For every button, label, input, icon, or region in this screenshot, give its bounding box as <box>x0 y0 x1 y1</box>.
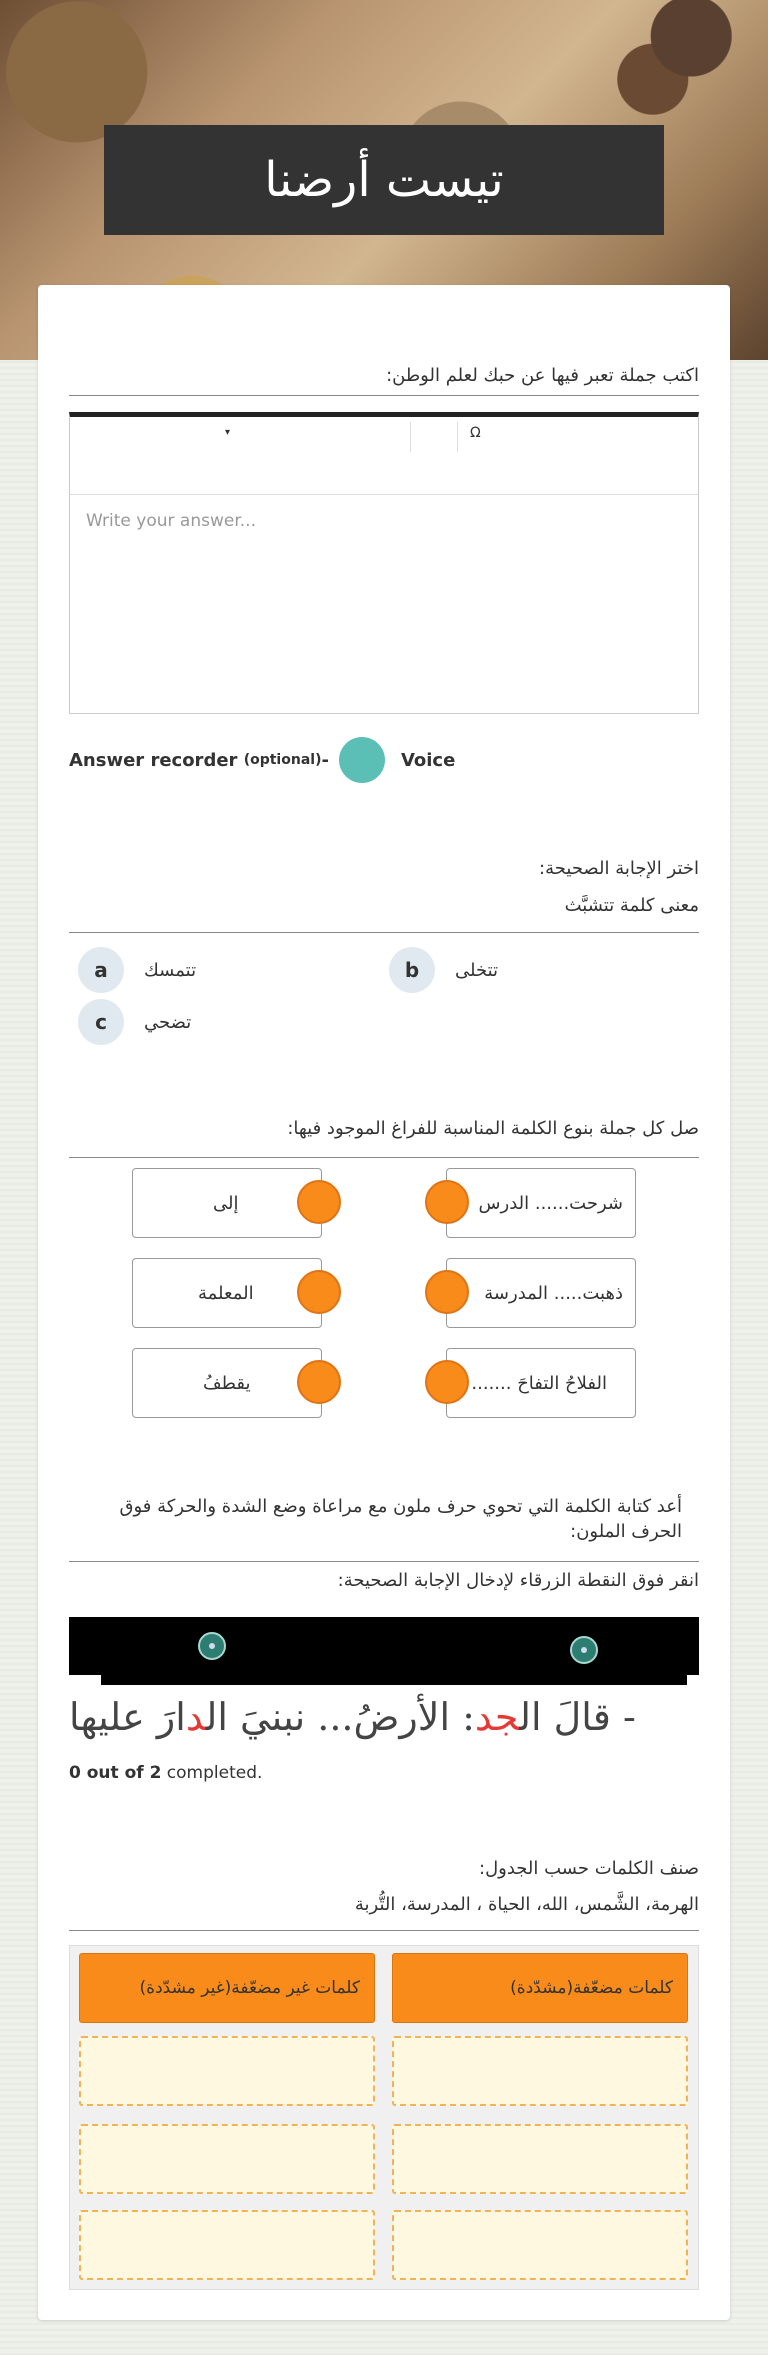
special-character-icon[interactable]: Ω <box>470 425 481 441</box>
option-a-badge: a <box>78 947 124 993</box>
completion-suffix: completed. <box>161 1763 263 1783</box>
option-a[interactable] <box>78 946 196 994</box>
q5-divider <box>69 1930 699 1931</box>
drop-zone[interactable] <box>79 2124 375 2194</box>
title-box <box>104 125 664 235</box>
poem-verse <box>69 1695 709 1739</box>
q3-prompt: صل كل جملة بنوع الكلمة المناسبة للفراغ الموجود فيها: <box>287 1118 699 1139</box>
q4-instruction: انقر فوق النقطة الزرقاء لإدخال الإجابة الصحيحة: <box>337 1570 699 1591</box>
recorder-optional: (optional) <box>243 752 322 768</box>
q2-word: معنى كلمة تتشبَّث <box>564 895 699 916</box>
q4-divider <box>69 1561 699 1562</box>
match-right-item-2[interactable] <box>132 1258 322 1328</box>
answer-textarea[interactable]: Write your answer... <box>86 511 256 531</box>
recorder-dash: - <box>321 749 329 771</box>
match-right-label: يقطفُ <box>203 1372 251 1394</box>
verse-colored-letter: جد <box>474 1695 520 1739</box>
toolbar-separator <box>410 422 411 452</box>
editor-toolbar <box>70 417 698 495</box>
format-dropdown-icon[interactable]: ▾ <box>225 427 231 438</box>
column-header-stressed: كلمات مضعّفة(مشدّدة) <box>392 1953 688 2023</box>
match-right-item-1[interactable] <box>132 1168 322 1238</box>
verse-part: : الأرضُ... نبنيَ ال <box>205 1695 475 1739</box>
drop-zone[interactable] <box>392 2036 688 2106</box>
option-c-badge: c <box>78 999 124 1045</box>
q3-divider <box>69 1157 699 1158</box>
match-left-label: شرحت...... الدرس <box>478 1192 623 1214</box>
voice-label: Voice <box>400 749 456 771</box>
hotspot-image <box>69 1617 699 1685</box>
match-left-item-2[interactable] <box>446 1258 636 1328</box>
option-c[interactable] <box>78 998 191 1046</box>
drop-zone[interactable] <box>392 2210 688 2280</box>
verse-part: - قالَ ال <box>519 1695 636 1739</box>
column-header-unstressed: كلمات غير مضعّفة(غير مشدّدة) <box>79 1953 375 2023</box>
q2-prompt: اختر الإجابة الصحيحة: <box>539 858 699 879</box>
option-b[interactable] <box>389 946 498 994</box>
drop-zone[interactable] <box>392 2124 688 2194</box>
q1-divider <box>69 395 699 396</box>
verse-colored-letter: د <box>185 1695 206 1739</box>
drop-zone[interactable] <box>79 2036 375 2106</box>
match-connector[interactable] <box>297 1180 341 1224</box>
drop-zone[interactable] <box>79 2210 375 2280</box>
match-connector[interactable] <box>425 1360 469 1404</box>
answer-editor <box>69 412 699 714</box>
option-c-label: تضحي <box>144 1011 192 1033</box>
q1-prompt: اكتب جملة تعبر فيها عن حبك لعلم الوطن: <box>386 365 699 386</box>
match-connector[interactable] <box>297 1270 341 1314</box>
match-right-item-3[interactable] <box>132 1348 322 1418</box>
match-right-label: إلى <box>213 1192 239 1214</box>
hotspot-dot-1[interactable] <box>198 1632 226 1660</box>
match-connector[interactable] <box>297 1360 341 1404</box>
answer-recorder <box>69 740 455 780</box>
hotspot-dot-2[interactable] <box>570 1636 598 1664</box>
toolbar-separator <box>457 422 458 452</box>
match-left-label: ....... الفلاحُ التفاحَ <box>471 1372 607 1394</box>
completion-status <box>69 1763 262 1783</box>
verse-part: ارَ عليها <box>69 1695 186 1739</box>
recorder-label: Answer recorder <box>69 749 238 771</box>
completion-count: 0 out of 2 <box>69 1763 162 1783</box>
page-title: تيست أرضنا <box>264 152 504 208</box>
match-connector[interactable] <box>425 1270 469 1314</box>
match-left-label: ذهبت..... المدرسة <box>484 1282 623 1304</box>
option-b-badge: b <box>389 947 435 993</box>
match-connector[interactable] <box>425 1180 469 1224</box>
match-left-item-1[interactable] <box>446 1168 636 1238</box>
q5-prompt: صنف الكلمات حسب الجدول: <box>479 1858 699 1879</box>
q2-divider <box>69 932 699 933</box>
match-left-item-3[interactable] <box>446 1348 636 1418</box>
image-edge <box>69 1675 101 1685</box>
option-a-label: تتمسك <box>144 959 197 981</box>
match-right-label: المعلمة <box>198 1282 254 1304</box>
option-b-label: تتخلى <box>455 959 499 981</box>
q4-prompt: أعد كتابة الكلمة التي تحوي حرف ملون مع مراعاة وضع الشدة والحركة فوق الحرف الملون: <box>119 1496 682 1543</box>
q5-words: الهرمة، الشَّمس، الله، الحياة ، المدرسة، التُّربة <box>354 1894 699 1915</box>
sort-table <box>69 1945 699 2290</box>
record-button[interactable] <box>339 737 385 783</box>
image-edge <box>687 1675 699 1685</box>
